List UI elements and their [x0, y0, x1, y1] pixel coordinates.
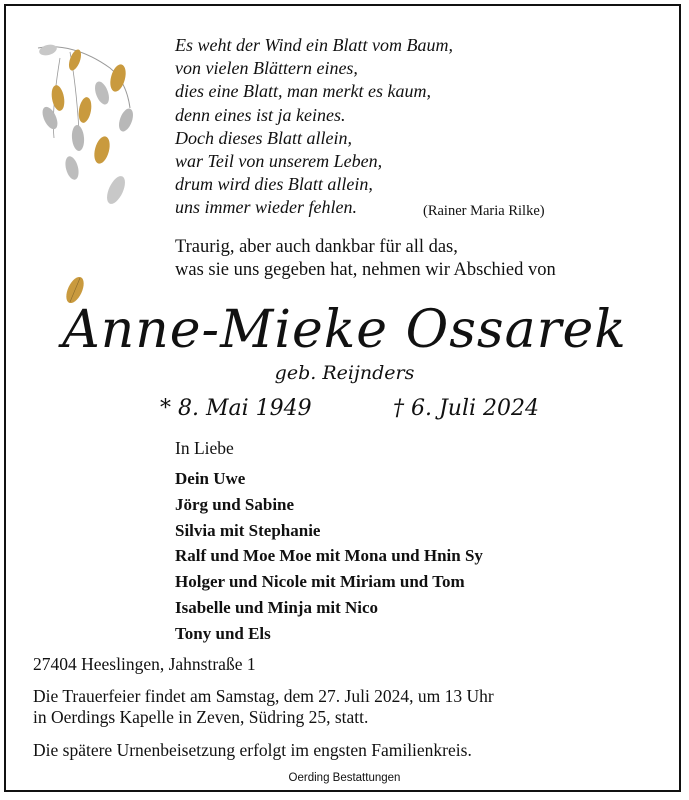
address: 27404 Heeslingen, Jahnstraße 1: [33, 654, 256, 674]
falling-leaves-illustration: [30, 38, 140, 218]
mourner-name: Tony und Els: [175, 623, 271, 643]
poem-line: denn eines ist ja keines.: [175, 104, 346, 125]
intro-line: was sie uns gegeben hat, nehmen wir Abschied von: [175, 260, 556, 280]
mourners-intro: In Liebe: [175, 438, 234, 458]
death-date: † 6. Juli 2024: [393, 396, 540, 421]
deceased-name: Anne-Mieke Ossarek: [62, 300, 627, 360]
ceremony-info: [33, 686, 494, 728]
poem: [175, 34, 453, 220]
mourner-name: Dein Uwe: [175, 469, 246, 488]
undertaker-name: Oerding Bestattungen: [288, 772, 401, 784]
poem-line: Es weht der Wind ein Blatt vom Baum,: [175, 35, 453, 55]
poem-line: drum wird dies Blatt allein,: [175, 174, 373, 195]
ceremony-line: in Oerdings Kapelle in Zeven, Südring 25, statt.: [33, 707, 369, 727]
mourner-name: Jörg und Sabine: [175, 494, 295, 514]
poem-line: von vielen Blättern eines,: [175, 58, 358, 79]
mourner-name: Ralf und Moe Moe mit Mona und Hnin Sy: [175, 546, 483, 566]
ceremony-line: Die Trauerfeier findet am Samstag, dem 27. Juli 2024, um 13 Uhr: [33, 686, 494, 706]
mourner-name: Holger und Nicole mit Miriam und Tom: [175, 572, 465, 592]
birth-date: * 8. Mai 1949: [160, 396, 312, 421]
intro-line: Traurig, aber auch dankbar für all das,: [175, 237, 458, 257]
mourners-list: [175, 466, 483, 647]
poem-line: war Teil von unserem Leben,: [175, 151, 383, 172]
intro-text: [175, 236, 556, 282]
mourner-name: Silvia mit Stephanie: [175, 520, 321, 540]
poem-line: dies eine Blatt, man merkt es kaum,: [175, 81, 431, 102]
poem-line: uns immer wieder fehlen.: [175, 197, 357, 218]
birth-name: geb. Reijnders: [274, 362, 415, 384]
poem-line: Doch dieses Blatt allein,: [175, 127, 352, 148]
mourner-name: Isabelle und Minja mit Nico: [175, 597, 379, 617]
poem-author: (Rainer Maria Rilke): [423, 203, 545, 219]
leaf-icon: [38, 43, 136, 207]
urn-note: Die spätere Urnenbeisetzung erfolgt im engsten Familienkreis.: [33, 740, 472, 760]
